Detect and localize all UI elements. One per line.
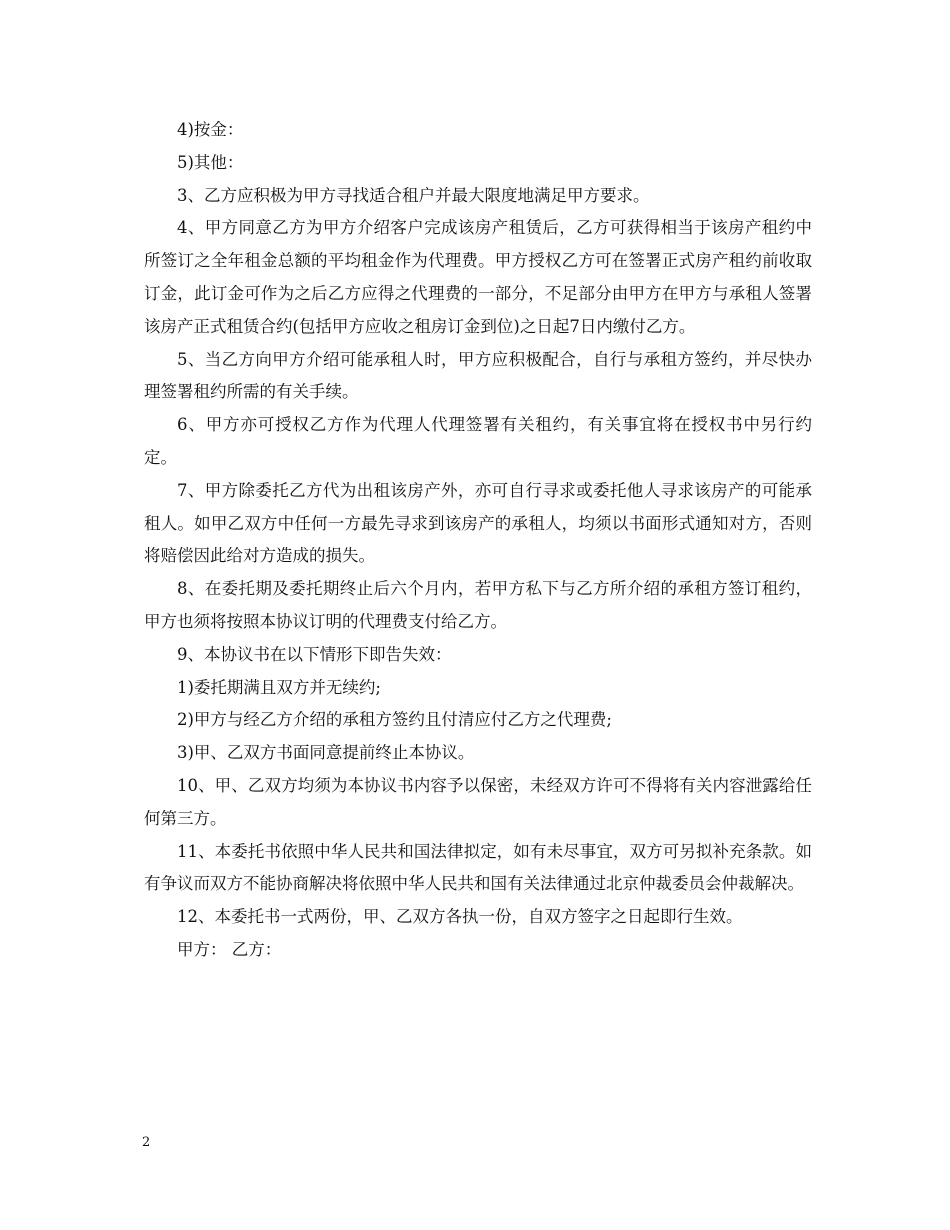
page-number: 2	[142, 1135, 151, 1150]
paragraph-clause-7: 7、甲方除委托乙方代为出租该房产外，亦可自行寻求或委托他人寻求该房产的可能承租人。如甲乙双方中任何一方最先寻求到该房产的承租人，均须以书面形式通知对方，否则将赔偿因此给对方造成的损失。	[144, 480, 812, 566]
paragraph-clause-11: 11、本委托书依照中华人民共和国法律拟定，如有未尽事宜，双方可另拟补充条款。如有争议而双方不能协商解决将依照中华人民共和国有关法律通过北京仲裁委员会仲裁解决。	[144, 841, 812, 894]
paragraph-clause-6: 6、甲方亦可授权乙方作为代理人代理签署有关租约，有关事宜将在授权书中另行约定。	[144, 415, 812, 467]
signature-line: 甲方： 乙方：	[177, 939, 282, 959]
paragraph-clause-12: 12、本委托书一式两份，甲、乙双方各执一份，自双方签字之日起即行生效。	[177, 907, 743, 927]
paragraph-clause-9-item-2: 2)甲方与经乙方介绍的承租方签约且付清应付乙方之代理费;	[177, 710, 612, 730]
paragraph-clause-9-item-3: 3)甲、乙双方书面同意提前终止本协议。	[177, 743, 475, 763]
document-body	[144, 114, 812, 967]
paragraph-clause-5: 5、当乙方向甲方介绍可能承租人时，甲方应积极配合，自行与承租方签约，并尽快办理签署租约所需的有关手续。	[144, 349, 812, 402]
paragraph-other: 5)其他：	[177, 152, 244, 172]
paragraph-clause-8: 8、在委托期及委托期终止后六个月内，若甲方私下与乙方所介绍的承租方签订租约，甲方也须将按照本协议订明的代理费支付给乙方。	[144, 579, 812, 631]
paragraph-clause-4: 4、甲方同意乙方为甲方介绍客户完成该房产租赁后，乙方可获得相当于该房产租约中所签订之全年租金总额的平均租金作为代理费。甲方授权乙方可在签署正式房产租约前收取订金，此订金可作为之后乙方应得之代理费的一部分，不足部分由甲方在甲方与承租人签署该房产正式租赁合约(包括甲方应收之租房订金到位)之日起7日内缴付乙方。	[144, 218, 812, 336]
paragraph-deposit: 4)按金：	[177, 120, 244, 139]
paragraph-clause-9: 9、本协议书在以下情形下即告失效：	[177, 644, 452, 664]
paragraph-clause-10: 10、甲、乙双方均须为本协议书内容予以保密，未经双方许可不得将有关内容泄露给任何第三方。	[144, 775, 812, 828]
paragraph-clause-3: 3、乙方应积极为甲方寻找适合租户并最大限度地满足甲方要求。	[177, 185, 650, 205]
paragraph-clause-9-item-1: 1)委托期满且双方并无续约;	[177, 677, 381, 697]
